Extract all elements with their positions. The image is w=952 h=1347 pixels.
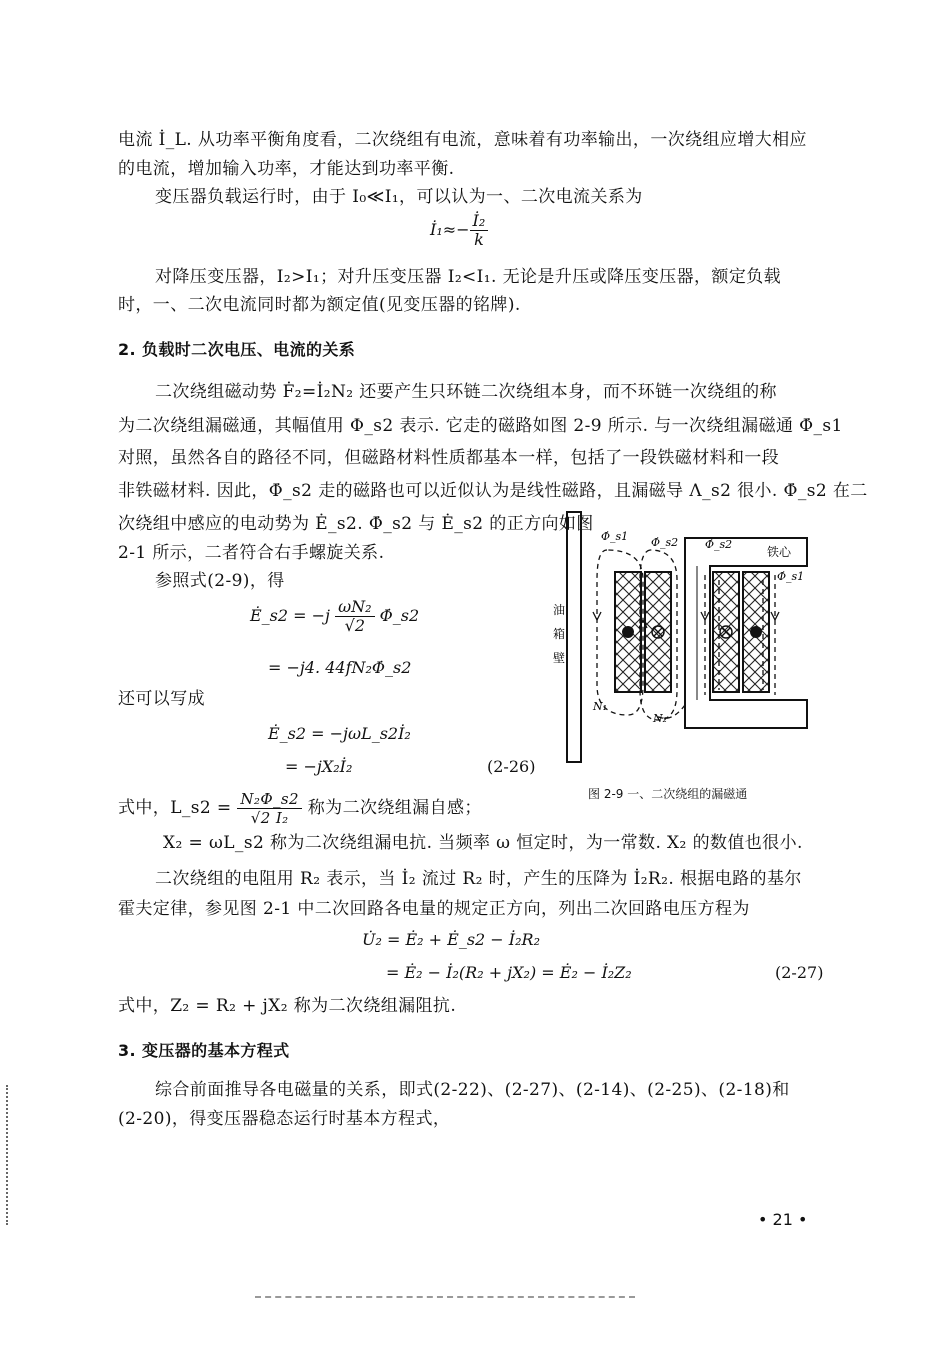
equation-lhs: Ė_s2 = −j [250,606,331,625]
definition-prefix: 式中，L_s2 = [118,798,232,818]
figure-caption: 图 2-9 一、二次绕组的漏磁通 [588,787,748,801]
label-tank-wall-1: 油 [553,603,566,617]
body-text-line: 的电流，增加输入功率，才能达到功率平衡. [118,159,455,179]
label-phi-s1-left: Φ̇_s1 [601,530,629,543]
body-text-line: 时，一、二次电流同时都为额定值(见变压器的铭牌). [118,295,521,315]
label-n2: N₂ [653,712,668,725]
equation-rhs: Φ̇_s2 [379,606,420,625]
equation-es2-third: Ė_s2 = −jωL_s2İ₂ [268,724,411,743]
label-phi-s1-right: Φ̇_s1 [777,570,805,583]
body-text-line: 为二次绕组漏磁通，其幅值用 Φ_s2 表示. 它走的磁路如图 2-9 所示. 与一次绕组漏磁通 Φ̇_s1 [118,416,843,436]
label-tank-wall-2: 箱 [553,627,566,641]
body-text-line: 变压器负载运行时，由于 I₀≪I₁，可以认为一、二次电流关系为 [155,187,643,207]
body-text-line: 次绕组中感应的电动势为 Ė_s2. Φ̇_s2 与 Ė_s2 的正方向如图 [118,514,594,534]
body-text-line: 对降压变压器，I₂>I₁；对升压变压器 I₂<I₁. 无论是升压或降压变压器，额定负载 [155,267,782,287]
definition-ls2 [118,790,482,827]
fraction-numerator: İ₂ [470,212,489,231]
body-text-line: 霍夫定律，参见图 2-1 中二次回路各电量的规定正方向，列出二次回路电压方程为 [118,899,750,919]
section-heading: 3. 变压器的基本方程式 [118,1041,290,1060]
equation-current-ratio [430,212,488,249]
equation-fraction [335,598,374,635]
body-text-line: 二次绕组磁动势 Ḟ₂=İ₂N₂ 还要产生只环链二次绕组本身，而不环链一次绕组的称 [155,382,777,402]
tank-wall [567,512,581,762]
equation-u2-first: U̇₂ = Ė₂ + Ė_s2 − İ₂R₂ [362,930,540,949]
body-text-line: 式中，Z₂ = R₂ + jX₂ 称为二次绕组漏阻抗. [118,996,457,1016]
equation-fraction [237,790,302,827]
equation-u2-second: = Ė₂ − İ₂(R₂ + jX₂) = Ė₂ − İ₂Z₂ [386,963,632,982]
figure-leakage-flux-diagram [545,510,820,770]
label-tank-wall-3: 壁 [553,651,566,665]
body-text-line: 2-1 所示，二者符合右手螺旋关系. [118,543,385,563]
equation-fraction [470,212,489,249]
body-text-line: (2-20)，得变压器稳态运行时基本方程式， [118,1109,451,1129]
body-text-line: 综合前面推导各电磁量的关系，即式(2-22)、(2-27)、(2-14)、(2-25)、(2-18)和 [155,1080,790,1100]
fraction-denominator: √2 [344,616,366,635]
scan-mark-bottom [255,1296,635,1298]
label-phi-s2: Φ̇_s2 [651,536,679,549]
fraction-numerator: ωN₂ [335,598,374,617]
body-text-line: 非铁磁材料. 因此，Φ̇_s2 走的磁路也可以近似认为是线性磁路，且漏磁导 Λ_s2 很小. Φ̇_s2 在二 [118,481,868,501]
body-text-line: X₂ = ωL_s2 称为二次绕组漏电抗. 当频率 ω 恒定时，为一常数. X₂ 的数值也很小. [163,833,803,853]
label-n1: N₁ [593,700,608,713]
page-number: • 21 • [758,1210,808,1229]
body-text-line: 参照式(2-9)，得 [155,571,285,591]
scan-mark-left [6,1085,10,1225]
label-phi-s2-right: Φ̇_s2 [705,538,733,551]
equation-number: (2-26) [487,757,536,776]
equation-es2-fourth: = −jX₂İ₂ [285,757,353,776]
label-iron-core: 铁心 [767,545,792,559]
equation-number: (2-27) [775,963,824,982]
definition-suffix: 称为二次绕组漏自感； [307,798,482,818]
equation-lhs: İ₁≈− [430,220,470,239]
fraction-denominator: k [474,230,484,249]
body-text-line: 二次绕组的电阻用 R₂ 表示，当 İ₂ 流过 R₂ 时，产生的压降为 İ₂R₂. 根据电路的基尔 [155,869,802,889]
equation-es2-second: = −j4. 44fN₂Φ̇_s2 [268,658,412,677]
fraction-numerator: N₂Φ_s2 [237,790,302,809]
section-heading: 2. 负载时二次电压、电流的关系 [118,340,356,359]
body-text-line: 还可以写成 [118,689,205,709]
body-text-line: 电流 İ_L. 从功率平衡角度看，二次绕组有电流，意味着有功率输出，一次绕组应增大相应 [118,130,807,150]
fraction-denominator: √2 I₂ [250,809,289,827]
body-text-line: 对照，虽然各自的路径不同，但磁路材料性质都基本一样，包括了一段铁磁材料和一段 [118,448,780,468]
equation-es2-first [250,598,419,635]
